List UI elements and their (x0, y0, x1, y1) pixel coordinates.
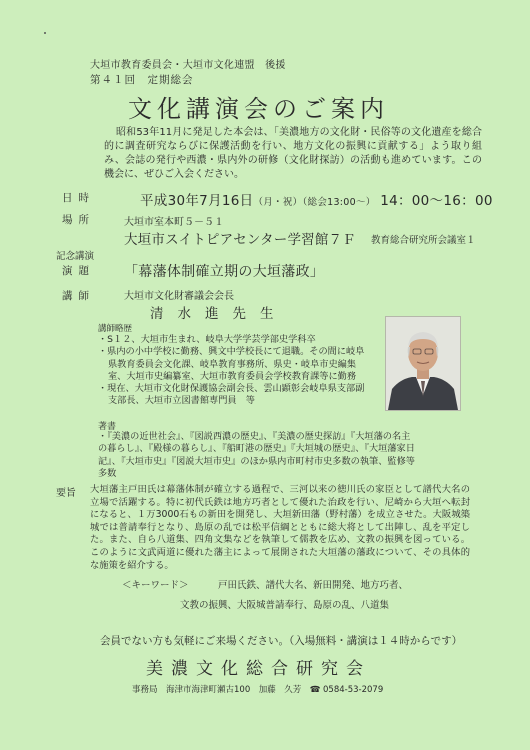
event-time: 14：00～16：00 (380, 193, 493, 209)
keywords-line-2: 文教の振興、大阪城普請奉行、島原の乱、八道集 (180, 600, 390, 611)
venue-name: 大垣市スイトピアセンター学習館７Ｆ (124, 232, 356, 248)
summary-text: 大垣藩主戸田氏は幕藩体制が確立する過程で、三河以来の徳川氏の家臣として譜代大名の立場で活躍する。特に初代氏鉄は地方巧者として優れた治政を行い、尼崎から大垣へ転封になると、１万3000石もの新田を開発し、大垣新田藩（野村藩）を成立させた。大阪城築城では普請奉行となり、島原の乱では松平信綱とともに総大将として出陣し、乱を平定した。また、自ら八道集、四角文集などを執筆して儒教を広め、文教の振興を図っている。このように文武両道に優れた藩主によって展開された大垣藩の藩政について、その具体的な施策を紹介する。 (90, 484, 470, 571)
datetime-label: 日時 (62, 192, 95, 204)
summary-label: 要旨 (56, 488, 76, 499)
page-title: 文化講演会のご案内 (128, 95, 389, 123)
place-label: 場所 (62, 214, 95, 226)
bio-item: ・S１２、大垣市生まれ、岐阜大学学芸学部史学科卒 (98, 334, 316, 345)
lecturer-photo (385, 316, 461, 411)
speck-mark (44, 32, 46, 34)
keywords-line-1: 戸田氏鉄、譜代大名、新田開発、地方巧者、 (218, 580, 409, 591)
works-list: ・『美濃の近世社会』、『図説西濃の歴史』、『美濃の歴史探訪』『大垣藩の名主の暮らし』、『殿様の暮らし』、『船町港の歴史』『大垣城の歴史』、『大垣藩家日記』、『大垣市史』『図説大垣市史』のほか県内市町村市史多数の執筆、監修等多数 (98, 431, 415, 479)
keywords-label: ＜キーワード＞ (122, 580, 189, 591)
bio-heading: 講師略歴 (98, 324, 133, 334)
organization-name: 美濃文化総合研究会 (146, 659, 371, 679)
intro-paragraph: 昭和53年11月に発足した本会は、「美濃地方の文化財・民俗等の文化遺産を総合的に調査研究ならびに保護活動を行い、地方文化の振興に貢献する」よう取り組み、会誌の発行や西濃・県内外の研修（文化財探訪）の活動も進めています。この機会に、ぜひご入会ください。 (104, 127, 482, 180)
bio-list (98, 334, 368, 408)
works-heading: 著書 (98, 422, 117, 432)
datetime-row (140, 189, 493, 209)
lecture-theme: 「幕藩体制確立期の大垣藩政」 (124, 264, 325, 280)
sponsor-line: 大垣市教育委員会・大垣市文化連盟 後援 (90, 60, 286, 71)
bio-item: ・現在、大垣市文化財保護協会副会長、雲山顕彰会岐阜県支部副支部長、大垣市立図書館専門員 等 (98, 383, 365, 407)
admission-notice: 会員でない方も気軽にご来場ください。（入場無料・講演は１４時からです） (100, 635, 463, 647)
reception-time: （総会13:00～） (302, 197, 376, 208)
bio-item: ・県内の小中学校に勤務、興文中学校長にて退職。その間に岐阜県教育委員会文化課、岐阜教育事務所、県史・岐阜市史編集室、大垣市史編纂室、大垣市教育委員会学校教育課等に勤務 (98, 346, 365, 382)
lecturer-affiliation: 大垣市文化財審議会会長 (124, 291, 234, 302)
event-date: 平成30年7月16日 (140, 193, 254, 209)
venue-room: 教育総合研究所会議室１ (371, 235, 476, 246)
theme-label: 演題 (62, 265, 95, 277)
meeting-name: 第４１回 定期総会 (90, 74, 194, 86)
office-contact: 事務局 海津市海津町瀬古100 加藤 久芳 ☎ 0584-53-2079 (132, 685, 384, 695)
event-weekday: （月・祝） (253, 197, 303, 208)
lecturer-label: 講師 (62, 290, 95, 302)
venue-address: 大垣市室本町５－５１ (124, 217, 224, 228)
memorial-lecture-label: 記念講演 (56, 251, 95, 262)
lecturer-name: 清水進先生 (150, 306, 288, 322)
